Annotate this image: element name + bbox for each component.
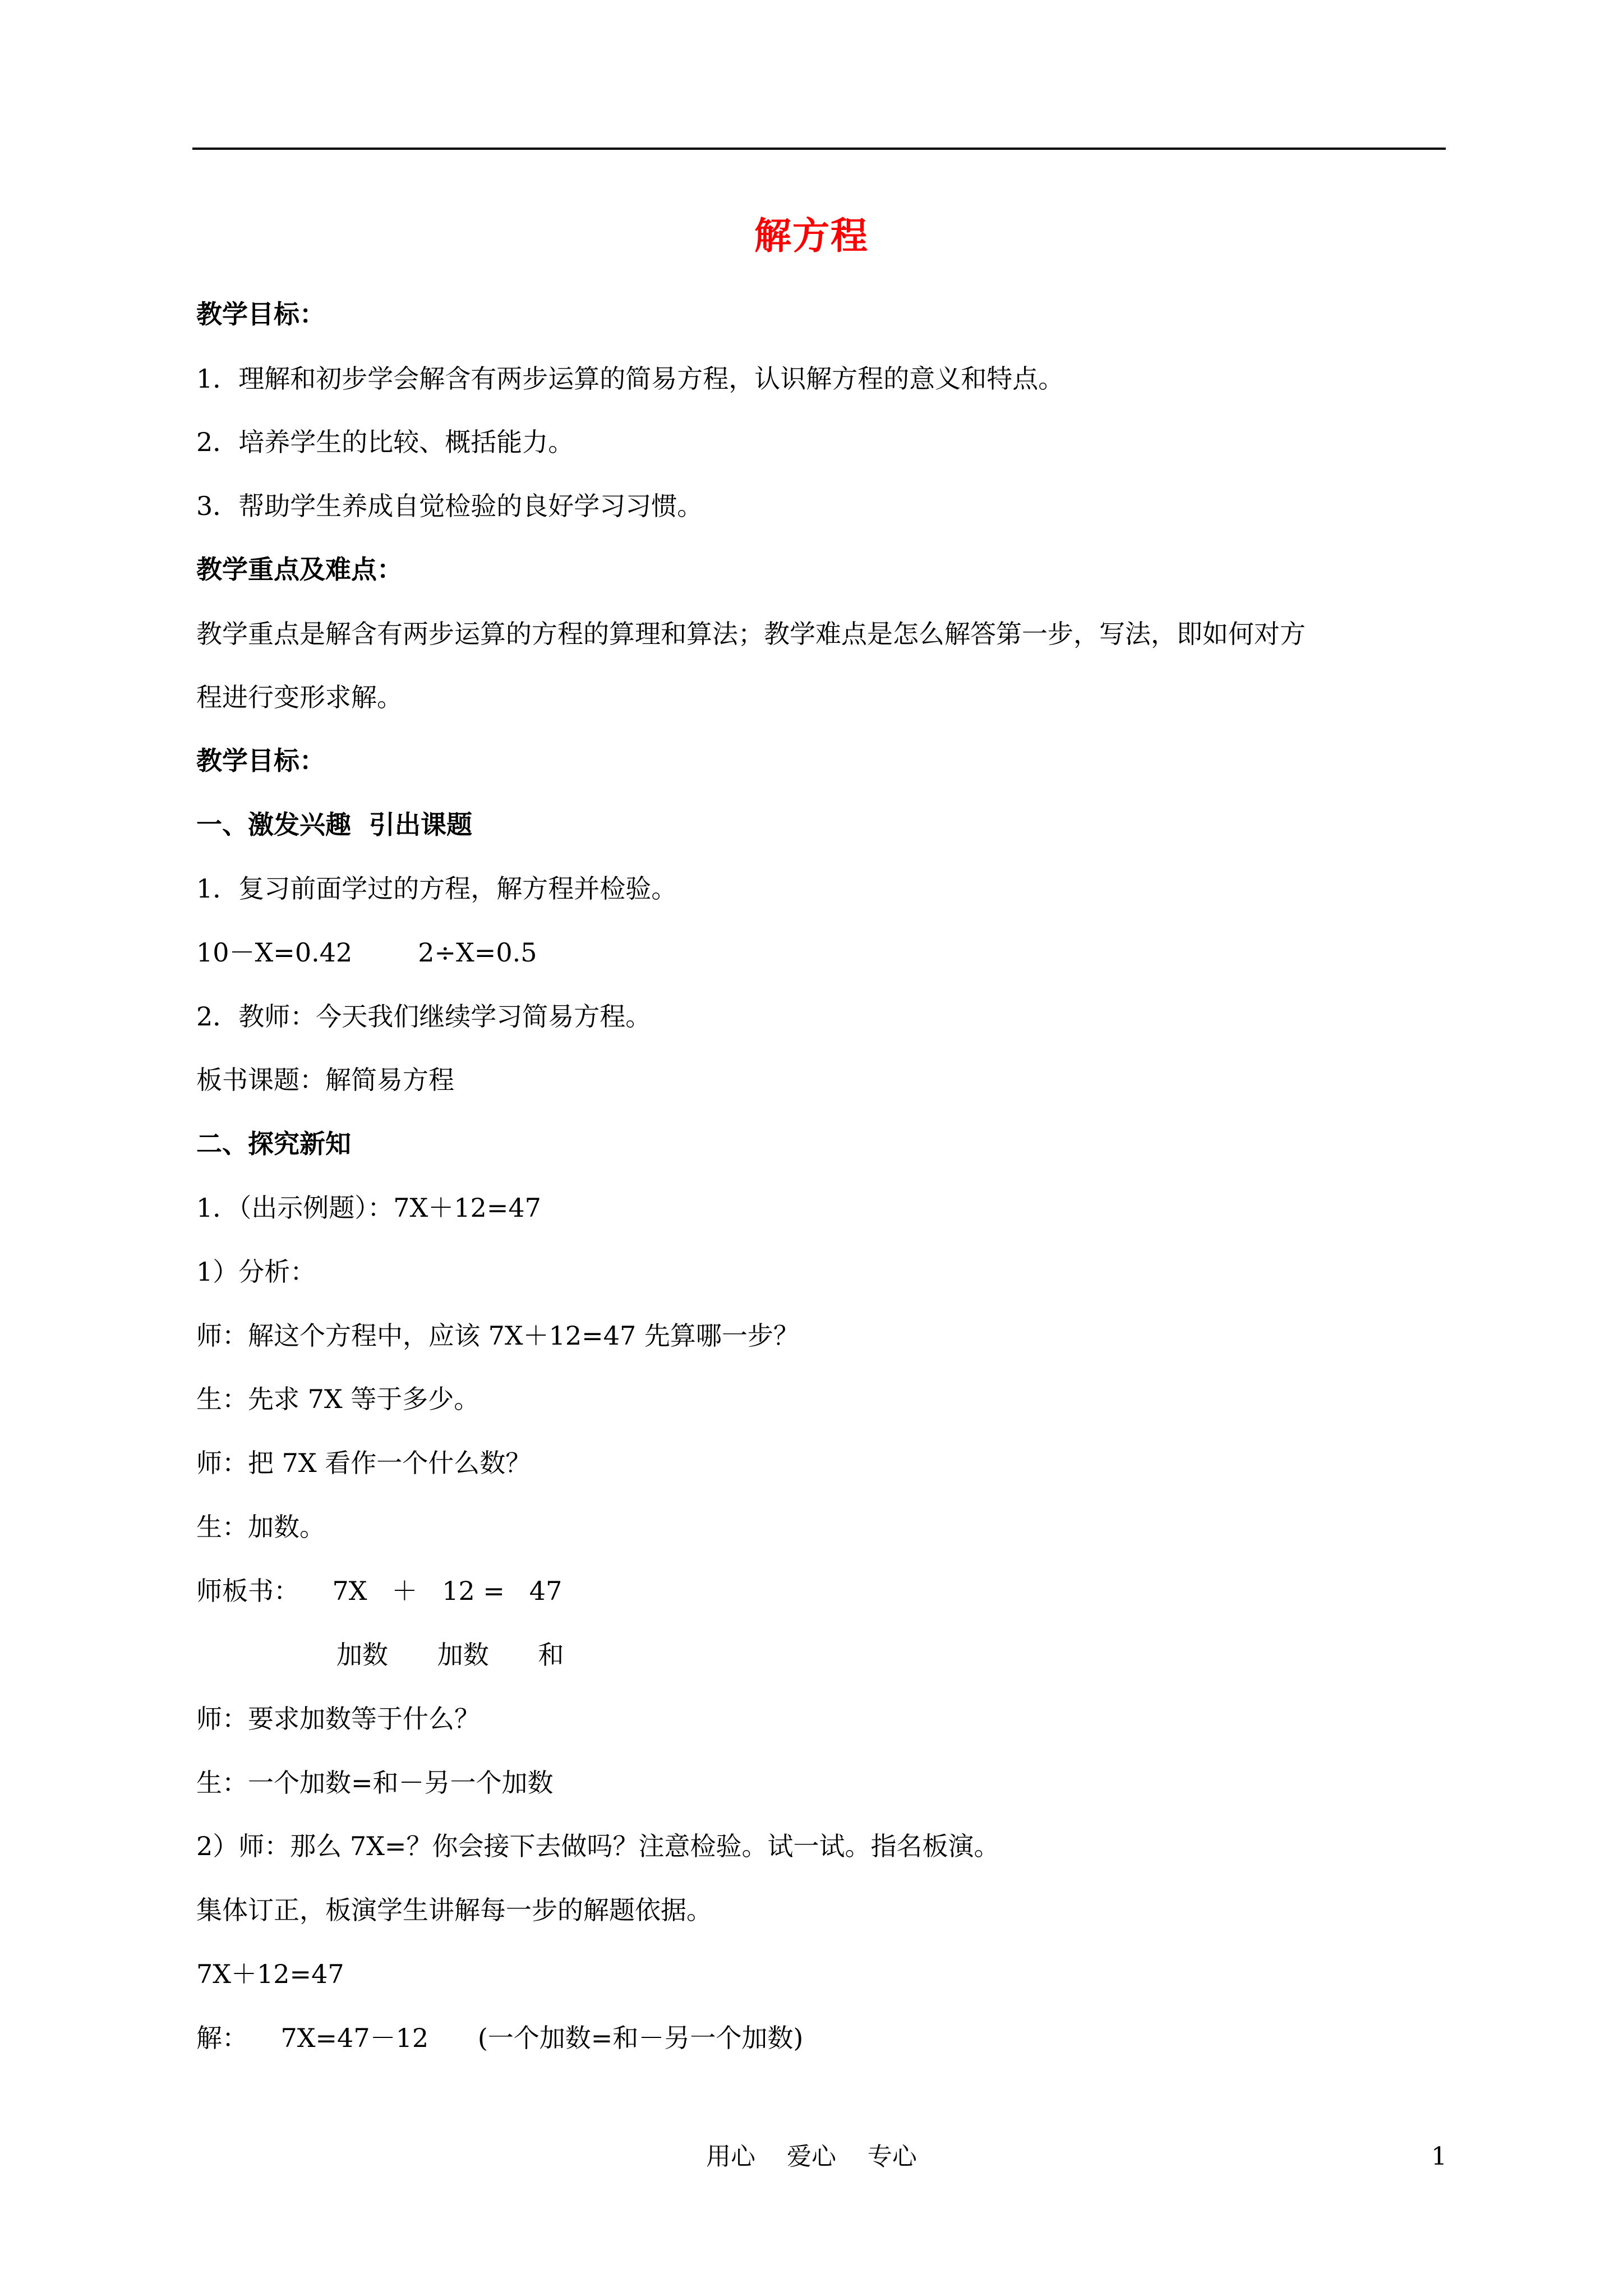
dialogue-student-1: 生：先求 7X 等于多少。: [196, 1384, 480, 1414]
example-problem-line: 1．（出示例题）：7X＋12=47: [196, 1193, 541, 1223]
dialogue-teacher-3: 师：要求加数等于什么？: [196, 1704, 480, 1734]
objective-item-1: 1．理解和初步学会解含有两步运算的简易方程，认识解方程的意义和特点。: [196, 364, 1064, 394]
section-heading-objectives: 教学目标：: [196, 299, 325, 329]
header-rule: [192, 148, 1446, 150]
dialogue-teacher-2: 师：把 7X 看作一个什么数？: [196, 1448, 532, 1478]
collective-correction-line: 集体订正，板演学生讲解每一步的解题依据。: [196, 1895, 712, 1925]
teacher-practice-line: 2）师：那么 7X=？你会接下去做吗？注意检验。试一试。指名板演。: [196, 1831, 1000, 1861]
dialogue-teacher-1: 师：解这个方程中，应该 7X＋12=47 先算哪一步？: [196, 1320, 799, 1351]
section-heading-process: 教学目标：: [196, 746, 325, 776]
teacher-intro-line: 2．教师：今天我们继续学习简易方程。: [196, 1001, 652, 1032]
key-points-paragraph-line-1: 教学重点是解含有两步运算的方程的算理和算法；教学难点是怎么解答第一步，写法，即如何对方: [196, 619, 1306, 649]
solution-equation-line: 7X＋12=47: [196, 1959, 344, 1989]
review-equations: 10－X=0.42 2÷X=0.5: [196, 937, 537, 968]
key-points-paragraph-line-2: 程进行变形求解。: [196, 682, 403, 712]
objective-item-2: 2．培养学生的比较、概括能力。: [196, 427, 574, 457]
footer-motto: 用心 爱心 专心: [706, 2142, 917, 2171]
board-equation-labels: 加数 加数 和: [336, 1640, 564, 1670]
review-instruction: 1．复习前面学过的方程，解方程并检验。: [196, 873, 677, 904]
section-heading-part-2: 二、探究新知: [196, 1129, 351, 1159]
solution-step-line: 解： 7X=47－12 (一个加数=和－另一个加数): [196, 2023, 804, 2053]
section-heading-key-points: 教学重点及难点：: [196, 554, 403, 585]
dialogue-student-2: 生：加数。: [196, 1512, 325, 1542]
objective-item-3: 3．帮助学生养成自觉检验的良好学习习惯。: [196, 491, 703, 521]
section-heading-part-1: 一、激发兴趣 引出课题: [196, 809, 473, 840]
analysis-label: 1）分析：: [196, 1257, 316, 1287]
board-topic-line: 板书课题：解简易方程: [196, 1065, 454, 1095]
document-title: 解方程: [754, 214, 869, 257]
dialogue-student-3: 生：一个加数=和－另一个加数: [196, 1768, 554, 1798]
board-equation-line: 师板书： 7X ＋ 12 = 47: [196, 1576, 562, 1606]
page-number: 1: [1431, 2142, 1447, 2171]
